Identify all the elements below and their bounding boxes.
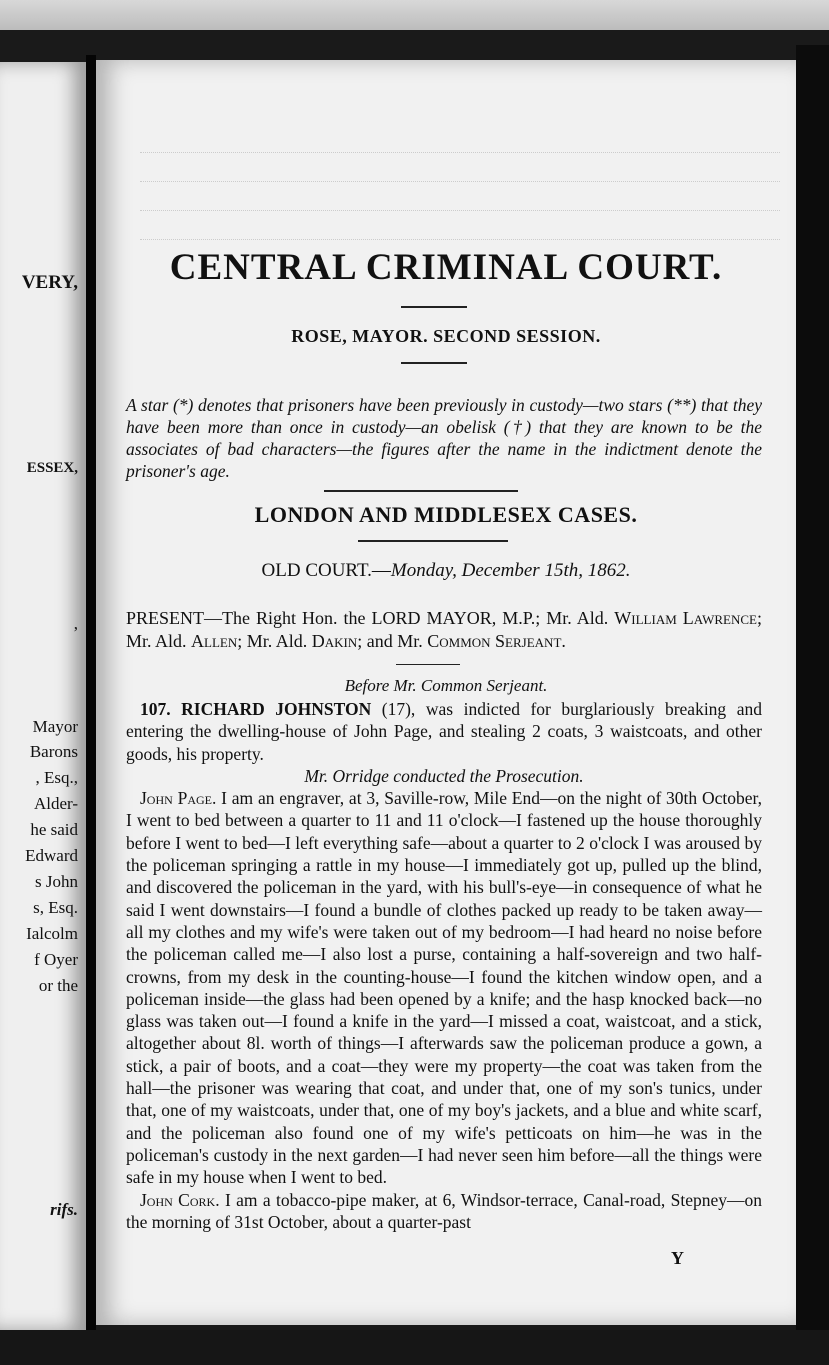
witness-text: I am an engraver, at 3, Saville-row, Mile End—on the night of 30th October, I went to bed between a quarter to 11 and 11 o'clock—I fastened up the house thoroughly before I went to bed—I left everything safe—about a quarter to 2 o'clock I was aroused by the policeman springing a rattle in my house—I immediately got up, pulled up the blind, and discovered the policeman in the yard, with his bull's-eye—in consequence of what he said I went downstairs—I found a bundle of clothes packed up ready to be taken away—all my clothes and my wife's were taken out of my bedroom—I had heard no noise before the policeman called me—I also lost a purse, containing a half-sovereign and two half-crowns, from my desk in the counting-house—I found the kitchen window open, and a policeman inside—the glass had been opened by a knife; and the hasp knocked back—no glass was taken out—I found a knife in the yard—I missed a coat, waistcoat, and a stick, altogether about 8l. worth of things—I afterwards saw the policeman produce a gown, a stick, a pair of boots, and a coat—they were my property—the coat was taken from the hall—the prisoner was wearing that coat, and under that, one of my son's tunics, under that, one of my waistcoats, under that, one of my boy's jackets, and a blue and white scarf, and the policeman also found one of my wife's petticoats on him—he was in the policeman's custody in the next garden—I had never seen him before—all the things were safe in my house when I went to bed. [126,788,762,1188]
prosecution-line: Mr. Orridge conducted the Prosecution. [304,765,584,786]
left-fragment: Alder- [33,794,78,813]
court-heading [96,560,796,582]
left-fragment: s John [35,872,78,891]
cases-heading: LONDON AND MIDDLESEX CASES. [254,502,638,527]
witness-name: John Page. [140,788,217,809]
left-fragment: ESSEX, [26,460,78,476]
witness-text: I am a tobacco-pipe maker, at 6, Windsor-terrace, Canal-road, Stepney—on the morning of 31st October, about a quarter-past [126,1189,762,1232]
case-body [126,698,762,1233]
left-fragment: rifs. [50,1200,78,1219]
case-number: 107. [140,699,171,719]
left-fragment: , [73,614,78,633]
signature-mark: Y [671,1248,684,1268]
scan-top-border [0,0,829,30]
page-title: CENTRAL CRIMINAL COURT. [169,247,723,288]
session-heading: ROSE, MAYOR. SECOND SESSION. [291,326,601,346]
separator: ; Mr. Ald. [126,608,763,651]
left-fragment: s, Esq. [33,898,78,917]
alderman-name: William Lawrence [614,608,757,628]
divider [401,306,467,308]
divider [358,540,508,542]
court-name: OLD COURT.— [261,560,391,581]
left-fragment: f Oyer [34,950,78,969]
left-fragment: Barons [29,742,78,761]
book-spine [86,55,96,1335]
divider [401,362,467,364]
left-fragment: Ialcolm [26,924,78,943]
prisoner-notation-note: A star (*) denotes that prisoners have been previously in custody—two stars (**) that they have been more than once in custody—an obelisk (†) that they are known to be the associates of bad characters—the figures after the name in the indictment denote the prisoner's age. [126,395,762,481]
left-fragment: he said [30,820,78,839]
separator: ; Mr. Ald. [237,631,312,651]
divider [324,490,518,492]
case-paragraph [126,698,762,765]
before-judge: Before Mr. Common Serjeant. [344,676,548,695]
left-fragment: Mayor [32,717,78,736]
right-page [96,60,796,1325]
witness-paragraph [126,1189,762,1234]
left-fragment: Edward [25,846,78,865]
witness-paragraph [126,787,762,1188]
left-fragment: , Esq., [35,768,78,787]
alderman-name: Dakin [311,631,358,651]
left-fragment: or the [38,976,78,995]
present-list [126,607,762,653]
bleed-through-texture [140,128,780,244]
court-date: Monday, December 15th, 1862. [390,560,631,581]
prisoner-name: RICHARD JOHNSTON [181,699,372,719]
witness-name: John Cork. [140,1189,220,1210]
alderman-name: Allen [191,631,238,651]
case-text: (17), was indicted for burglariously breaking and entering the dwelling-house of John Page, and stealing 2 coats, 3 waistcoats, and other goods, his property. [126,699,762,764]
separator: . [561,631,566,651]
present-lead: PRESENT—The Right Hon. the LORD MAYOR, M.P.; Mr. Ald. [126,608,609,628]
scan-bottom-border [0,1330,829,1365]
left-page [0,62,86,1330]
left-fragment: VERY, [21,272,78,293]
scan-right-border [796,45,829,1365]
separator: ; and Mr. [357,631,423,651]
serjeant-name: Common Serjeant [427,631,562,651]
divider [396,664,460,665]
